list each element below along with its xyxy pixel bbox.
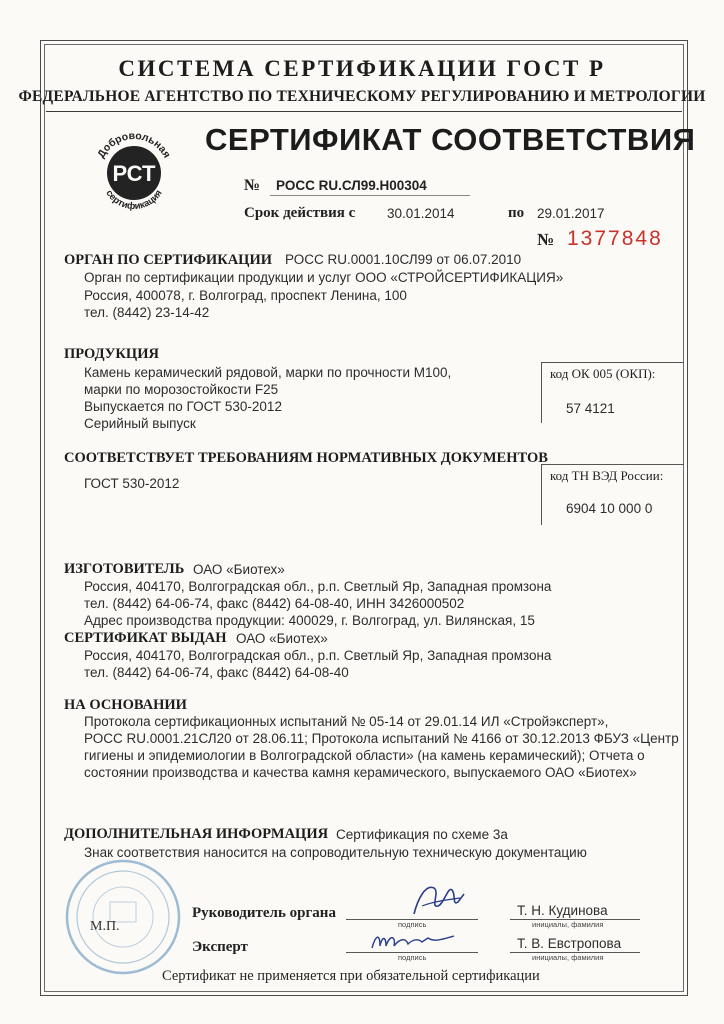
- product-line-2: марки по морозостойкости F25: [84, 382, 279, 397]
- additional-info-line: Знак соответствия наносится на сопроводительную техническую документацию: [84, 845, 587, 860]
- expert-initials-caption: инициалы, фамилия: [532, 953, 604, 962]
- logo-bottom-text: сертификация: [103, 188, 165, 213]
- compliance-document: ГОСТ 530-2012: [84, 476, 180, 491]
- expert-signature-graphic: [368, 928, 458, 954]
- valid-to-date: 29.01.2017: [537, 206, 605, 221]
- product-line-4: Серийный выпуск: [84, 416, 196, 431]
- product-line-3: Выпускается по ГОСТ 530-2012: [84, 399, 282, 414]
- header-divider: [46, 111, 682, 112]
- issued-to-contacts: тел. (8442) 64-06-74, факс (8442) 64-08-40: [84, 665, 349, 680]
- product-heading: ПРОДУКЦИЯ: [64, 346, 159, 362]
- certificate-title: СЕРТИФИКАТ СООТВЕТСТВИЯ: [205, 122, 696, 157]
- certification-body-address: Россия, 400078, г. Волгоград, проспект Ленина, 100: [84, 288, 407, 303]
- basis-line-2: РОСС RU.0001.21СЛ20 от 28.06.11; Протокола испытаний № 4166 от 30.12.2013 ФБУЗ «Центр: [84, 731, 679, 746]
- stamp-place-label: М.П.: [90, 919, 120, 934]
- rst-logo: [88, 127, 180, 219]
- footer-note: Сертификат не применяется при обязательной сертификации: [162, 968, 540, 984]
- certificate-number: РОСС RU.СЛ99.Н00304: [276, 178, 427, 193]
- stamp-graphic: [58, 852, 188, 982]
- basis-line-3: гигиены и эпидемиологии в Волгоградской области» (на камень керамический); Отчета о: [84, 748, 645, 763]
- compliance-heading: СООТВЕТСТВУЕТ ТРЕБОВАНИЯМ НОРМАТИВНЫХ ДОКУМЕНТОВ: [64, 450, 548, 466]
- tnved-label: код ТН ВЭД России:: [550, 468, 664, 483]
- head-label: Руководитель органа: [192, 905, 336, 921]
- logo-letters: РСТ: [112, 161, 156, 186]
- manufacturer-heading: ИЗГОТОВИТЕЛЬ: [64, 561, 185, 577]
- certification-body-registration: РОСС RU.0001.10СЛ99 от 06.07.2010: [285, 252, 522, 267]
- issued-to-address: Россия, 404170, Волгоградская обл., р.п. Светлый Яр, Западная промзона: [84, 648, 552, 663]
- valid-to-label: по: [508, 205, 525, 221]
- expert-signature: [368, 928, 458, 954]
- logo-top-text: Добровольная: [95, 129, 173, 161]
- certification-body-name: Орган по сертификации продукции и услуг ООО «СТРОЙСЕРТИФИКАЦИЯ»: [84, 270, 564, 285]
- basis-heading: НА ОСНОВАНИИ: [64, 697, 187, 713]
- okp-value: 57 4121: [566, 401, 615, 416]
- system-title: СИСТЕМА СЕРТИФИКАЦИИ ГОСТ Р: [118, 56, 606, 81]
- valid-from-date: 30.01.2014: [387, 206, 455, 221]
- agency-title: ФЕДЕРАЛЬНОЕ АГЕНТСТВО ПО ТЕХНИЧЕСКОМУ РЕГУЛИРОВАНИЮ И МЕТРОЛОГИИ: [18, 88, 706, 105]
- validity-label: Срок действия с: [244, 205, 356, 221]
- certification-body-heading: ОРГАН ПО СЕРТИФИКАЦИИ: [64, 252, 273, 268]
- expert-name: Т. В. Евстропова: [517, 936, 622, 951]
- basis-line-4: состоянии производства и качества камня керамического, выпускаемого ОАО «Биотех»: [84, 765, 637, 780]
- manufacturer-address: Россия, 404170, Волгоградская обл., р.п. Светлый Яр, Западная промзона: [84, 579, 552, 594]
- tnved-value: 6904 10 000 0: [566, 501, 653, 516]
- manufacturer-contacts: тел. (8442) 64-06-74, факс (8442) 64-08-40, ИНН 3426000502: [84, 596, 465, 611]
- expert-label: Эксперт: [192, 939, 248, 955]
- head-name: Т. Н. Кудинова: [517, 903, 608, 918]
- manufacturer-name: ОАО «Биотех»: [193, 562, 285, 577]
- basis-line-1: Протокола сертификационных испытаний № 05-14 от 29.01.14 ИЛ «Стройэксперт»,: [84, 714, 609, 729]
- stamp-seal: [58, 852, 188, 982]
- serial-number: 1377848: [567, 227, 663, 250]
- serial-label: №: [537, 230, 555, 249]
- number-underline: [270, 195, 470, 196]
- head-signature-graphic: [408, 876, 468, 920]
- expert-sign-caption: подпись: [398, 953, 427, 962]
- head-sign-caption: подпись: [398, 920, 427, 929]
- issued-to-name: ОАО «Биотех»: [236, 631, 328, 646]
- head-signature: [408, 876, 468, 920]
- manufacturer-production-address: Адрес производства продукции: 400029, г. Волгоград, ул. Вилянская, 15: [84, 613, 535, 628]
- issued-to-heading: СЕРТИФИКАТ ВЫДАН: [64, 630, 227, 646]
- product-line-1: Камень керамический рядовой, марки по прочности М100,: [84, 365, 452, 380]
- rst-logo-graphic: [88, 127, 180, 219]
- okp-label: код ОК 005 (ОКП):: [550, 366, 656, 381]
- additional-info-scheme: Сертификация по схеме 3а: [336, 827, 508, 842]
- head-initials-caption: инициалы, фамилия: [532, 920, 604, 929]
- number-label: №: [244, 177, 261, 194]
- certification-body-phone: тел. (8442) 23-14-42: [84, 305, 210, 320]
- additional-info-heading: ДОПОЛНИТЕЛЬНАЯ ИНФОРМАЦИЯ: [64, 826, 329, 842]
